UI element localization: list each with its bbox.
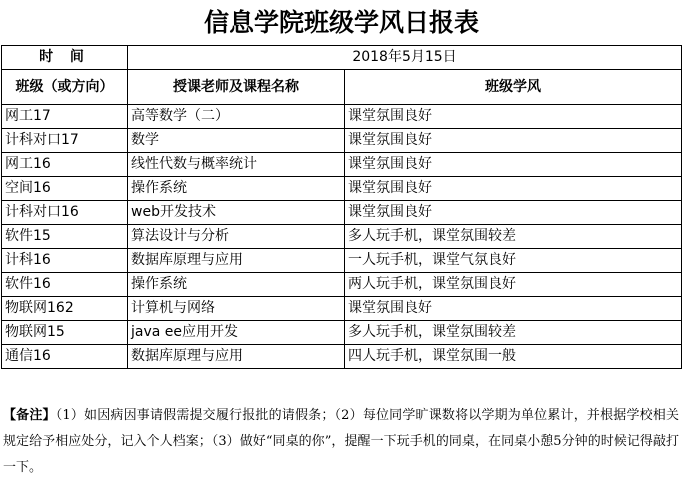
table-row xyxy=(2,177,682,201)
header-class: 班级（或方向） xyxy=(2,70,128,105)
note-text: （1）如因病因事请假需提交履行报批的请假条；（2）每位同学旷课数将以学期为单位累计，并根据学校相关规定给予相应处分，记入个人档案；（3）做好“同桌的你”，提醒一下玩手机的同桌，在同桌小憩5分钟的时候记得敲打一下。 xyxy=(3,408,679,475)
report-title: 信息学院班级学风日报表 xyxy=(203,8,479,37)
cell-style: 一人玩手机，课堂气氛良好 xyxy=(345,249,682,273)
header-style: 班级学风 xyxy=(345,70,682,105)
table-row xyxy=(2,249,682,273)
cell-class: 软件16 xyxy=(2,273,128,297)
cell-course: 线性代数与概率统计 xyxy=(128,153,345,177)
cell-style: 课堂氛围良好 xyxy=(345,129,682,153)
note-block xyxy=(3,403,679,481)
cell-class: 空间16 xyxy=(2,177,128,201)
cell-course: web开发技术 xyxy=(128,201,345,225)
table-row xyxy=(2,225,682,249)
cell-class: 通信16 xyxy=(2,345,128,369)
cell-class: 计科对口16 xyxy=(2,201,128,225)
cell-style: 多人玩手机，课堂氛围较差 xyxy=(345,225,682,249)
cell-course: 算法设计与分析 xyxy=(128,225,345,249)
cell-course: 数据库原理与应用 xyxy=(128,249,345,273)
cell-style: 多人玩手机，课堂氛围较差 xyxy=(345,321,682,345)
table-row xyxy=(2,153,682,177)
cell-class: 物联网162 xyxy=(2,297,128,321)
header-course: 授课老师及课程名称 xyxy=(128,70,345,105)
table-row xyxy=(2,105,682,129)
note-label: 【备注】 xyxy=(3,408,56,423)
cell-class: 物联网15 xyxy=(2,321,128,345)
cell-class: 网工17 xyxy=(2,105,128,129)
cell-course: 计算机与网络 xyxy=(128,297,345,321)
table-row xyxy=(2,273,682,297)
cell-style: 课堂氛围良好 xyxy=(345,201,682,225)
table-row xyxy=(2,321,682,345)
cell-style: 两人玩手机，课堂氛围良好 xyxy=(345,273,682,297)
cell-course: 高等数学（二） xyxy=(128,105,345,129)
cell-class: 软件15 xyxy=(2,225,128,249)
cell-course: 数学 xyxy=(128,129,345,153)
cell-course: java ee应用开发 xyxy=(128,321,345,345)
cell-style: 课堂氛围良好 xyxy=(345,105,682,129)
header-row xyxy=(2,70,682,105)
table-row xyxy=(2,129,682,153)
cell-style: 四人玩手机，课堂氛围一般 xyxy=(345,345,682,369)
cell-course: 操作系统 xyxy=(128,177,345,201)
table-row xyxy=(2,297,682,321)
time-label: 时 间 xyxy=(2,46,128,70)
report-date: 2018年5月15日 xyxy=(128,46,682,70)
cell-course: 操作系统 xyxy=(128,273,345,297)
cell-class: 计科16 xyxy=(2,249,128,273)
time-row xyxy=(2,46,682,70)
cell-class: 计科对口17 xyxy=(2,129,128,153)
report-rows xyxy=(2,105,682,369)
cell-style: 课堂氛围良好 xyxy=(345,297,682,321)
report-table xyxy=(1,45,682,369)
table-row xyxy=(2,345,682,369)
cell-style: 课堂氛围良好 xyxy=(345,153,682,177)
cell-class: 网工16 xyxy=(2,153,128,177)
cell-course: 数据库原理与应用 xyxy=(128,345,345,369)
table-row xyxy=(2,201,682,225)
cell-style: 课堂氛围良好 xyxy=(345,177,682,201)
